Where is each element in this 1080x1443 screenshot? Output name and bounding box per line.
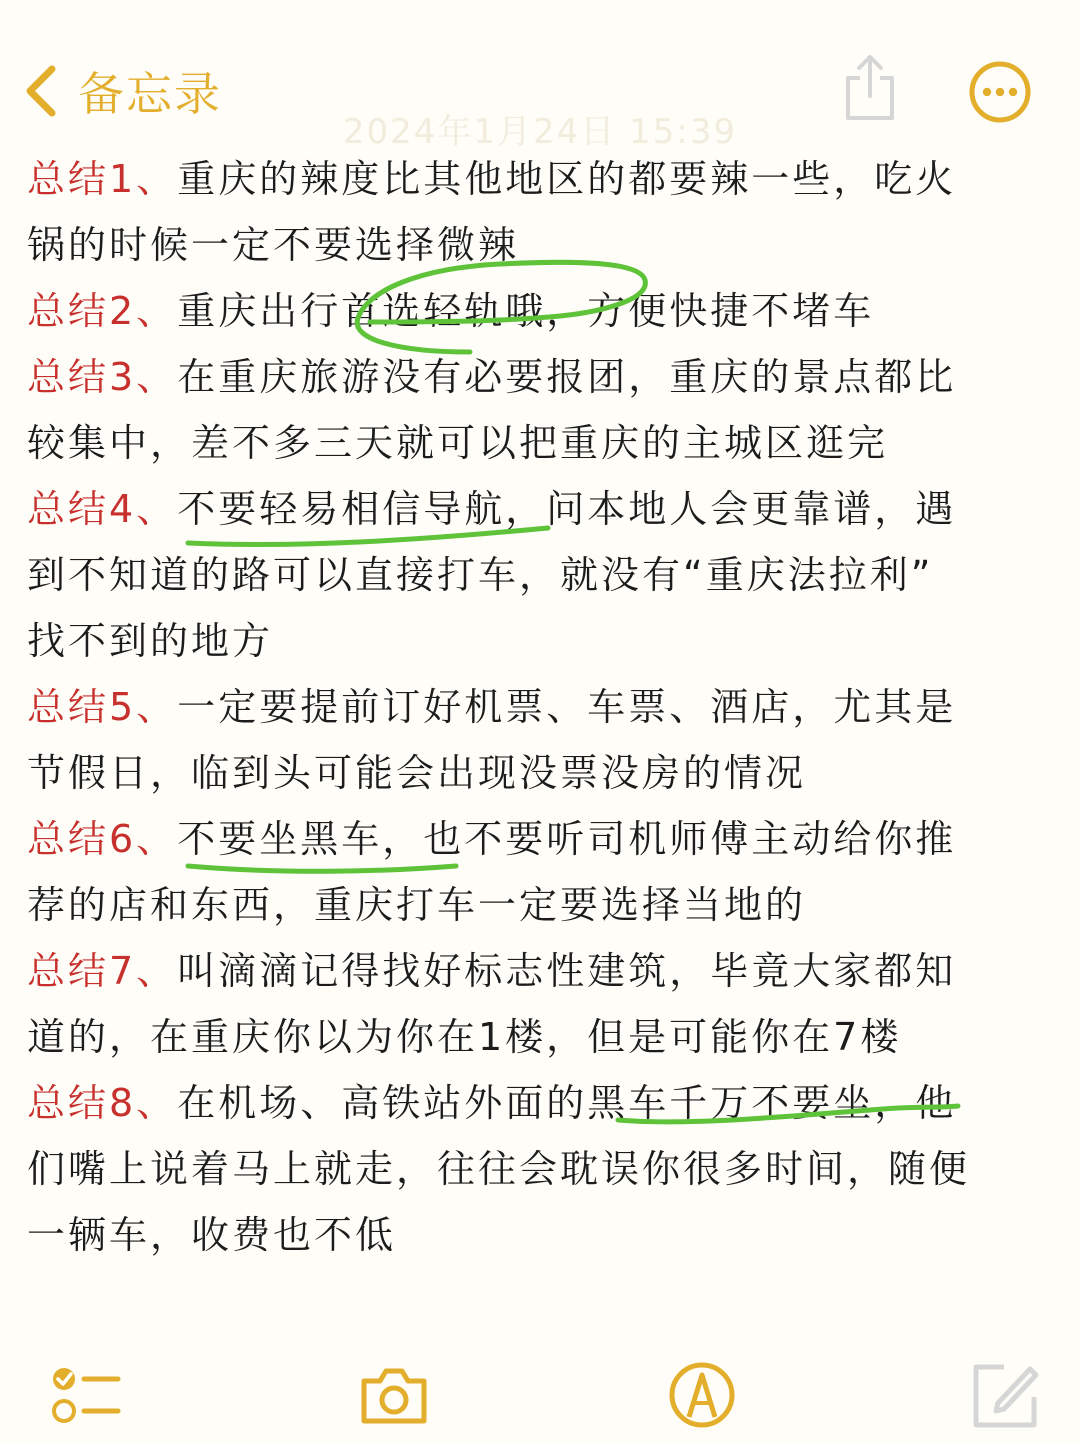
note-line <box>27 278 1067 344</box>
note-line <box>27 1136 1067 1202</box>
more-icon[interactable] <box>968 60 1032 124</box>
back-label: 备忘录 <box>78 67 222 121</box>
note-text: 叫滴滴记得找好标志性建筑，毕竟大家都知 <box>177 949 957 993</box>
note-text: 节假日，临到头可能会出现没票没房的情况 <box>27 751 807 795</box>
note-text: 锅的时候一定不要选择微辣 <box>27 223 520 267</box>
note-text: 在重庆旅游没有必要报团，重庆的景点都比 <box>177 355 957 399</box>
note-text: 不要坐黑车，也不要听司机师傅主动给你推 <box>177 817 957 861</box>
note-line <box>27 1202 1067 1268</box>
note-line <box>27 344 1067 410</box>
note-line <box>27 212 1067 278</box>
note-text: 重庆的辣度比其他地区的都要辣一些，吃火 <box>177 157 957 201</box>
note-text: 找不到的地方 <box>27 619 274 663</box>
summary-tag: 总结7、 <box>27 949 178 993</box>
note-text: 们嘴上说着马上就走，往往会耽误你很多时间，随便 <box>27 1147 971 1191</box>
note-text: 较集中，差不多三天就可以把重庆的主城区逛完 <box>27 421 889 465</box>
note-text: 一辆车，收费也不低 <box>27 1213 397 1257</box>
note-line <box>27 146 1067 212</box>
note-text: 到不知道的路可以直接打车，就没有“重庆法拉利” <box>27 553 934 597</box>
note-line <box>27 1070 1067 1136</box>
note-line <box>27 410 1067 476</box>
camera-icon[interactable] <box>356 1357 432 1433</box>
note-text: 道的，在重庆你以为你在1楼，但是可能你在7楼 <box>27 1015 902 1059</box>
note-text: 一定要提前订好机票、车票、酒店，尤其是 <box>177 685 957 729</box>
note-body[interactable] <box>27 146 1067 1268</box>
summary-tag: 总结6、 <box>27 817 178 861</box>
summary-tag: 总结3、 <box>27 355 178 399</box>
summary-tag: 总结5、 <box>27 685 178 729</box>
note-line <box>27 740 1067 806</box>
note-text: 重庆出行首选轻轨哦，方便快捷不堵车 <box>177 289 875 333</box>
summary-tag: 总结4、 <box>27 487 178 531</box>
note-line <box>27 542 1067 608</box>
summary-tag: 总结2、 <box>27 289 178 333</box>
compose-icon[interactable] <box>968 1357 1044 1433</box>
note-timestamp: 2024年1月24日 15:39 <box>342 112 738 152</box>
note-text: 不要轻易相信导航，问本地人会更靠谱，遇 <box>177 487 957 531</box>
note-line <box>27 674 1067 740</box>
note-text: 荐的店和东西，重庆打车一定要选择当地的 <box>27 883 807 927</box>
note-line <box>27 1004 1067 1070</box>
note-line <box>27 938 1067 1004</box>
markup-pen-icon[interactable] <box>664 1357 740 1433</box>
bottom-toolbar <box>0 1345 1080 1443</box>
checklist-icon[interactable] <box>48 1357 124 1433</box>
note-line <box>27 608 1067 674</box>
note-text: 在机场、高铁站外面的黑车千万不要坐，他 <box>177 1081 957 1125</box>
summary-tag: 总结8、 <box>27 1081 178 1125</box>
note-line <box>27 806 1067 872</box>
summary-tag: 总结1、 <box>27 157 178 201</box>
note-line <box>27 872 1067 938</box>
share-icon[interactable] <box>838 52 902 124</box>
note-line <box>27 476 1067 542</box>
navigation-bar <box>0 0 1080 150</box>
